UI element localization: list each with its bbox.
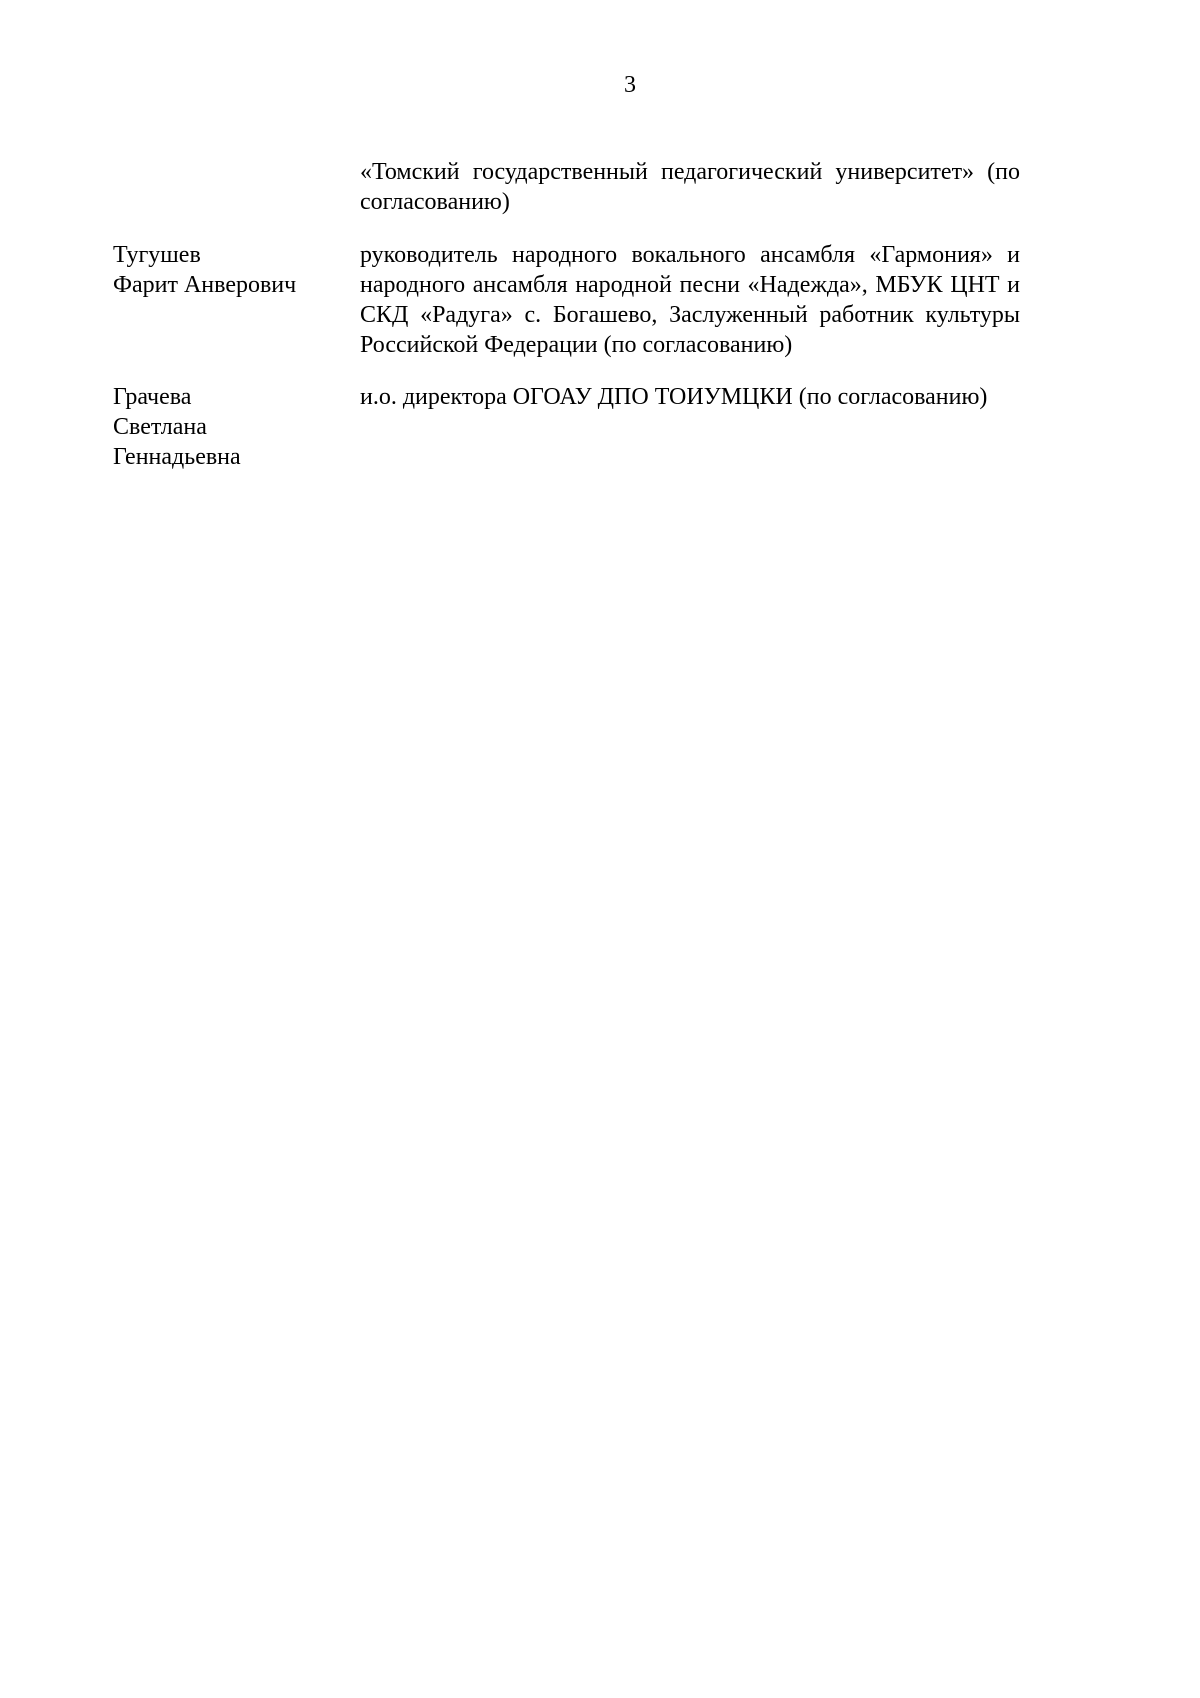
member-name: [113, 240, 360, 360]
member-role: и.о. директора ОГОАУ ДПО ТОИУМЦКИ (по согласованию): [360, 384, 988, 410]
member-row-tugushev: [113, 240, 1020, 360]
member-surname: Грачева: [113, 384, 192, 410]
member-name: [113, 382, 360, 472]
member-given-names: Фарит Анверович: [113, 272, 297, 298]
member-first-name: Светлана: [113, 414, 207, 440]
member-role: руководитель народного вокального ансамбля «Гармония» и народного ансамбля народной песни «Надежда», МБУК ЦНТ и СКД «Радуга» с. Богашево, Заслуженный работник культуры Российской Федерации (по согласованию): [360, 242, 1020, 358]
commission-member-list: [113, 157, 1020, 472]
member-name-empty: [113, 157, 360, 217]
member-row-gracheva: [113, 382, 1020, 472]
member-patronymic: Геннадьевна: [113, 444, 241, 470]
member-surname: Тугушев: [113, 242, 201, 268]
member-role: «Томский государственный педагогический университет» (по согласованию): [360, 159, 1020, 215]
member-row-continuation: [113, 157, 1020, 217]
page-number: 3: [624, 72, 636, 98]
